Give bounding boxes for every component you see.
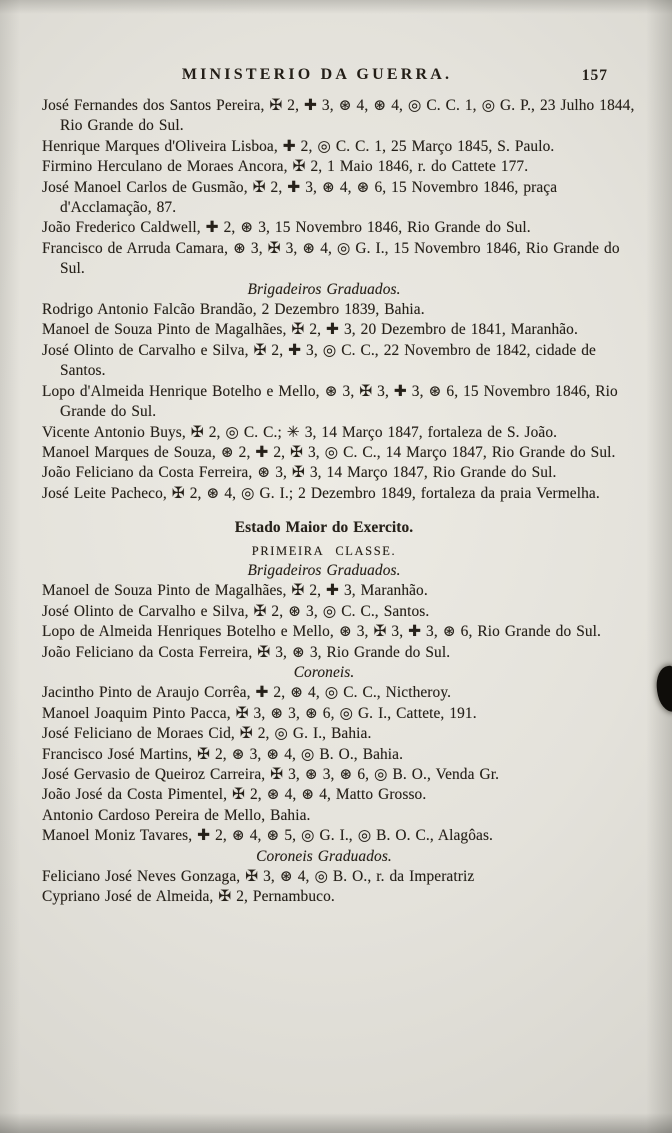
officer-entry: Rodrigo Antonio Falcão Brandão, 2 Dezembro 1839, Bahia. (42, 301, 425, 319)
officer-entry: Francisco de Arruda Camara, ⊛ 3, ✠ 3, ⊛ 4, ◎ G. I., 15 Novembro 1846, Rio Grande do Sul. (42, 239, 620, 278)
officer-entry: Antonio Cardoso Pereira de Mello, Bahia. (42, 806, 311, 824)
officer-entry: José Fernandes dos Santos Pereira, ✠ 2, ✚ 3, ⊛ 4, ⊛ 4, ◎ C. C. 1, ◎ G. P., 23 Julho 1844, Rio Grande do Sul. (42, 97, 635, 135)
section-heading: Brigadeiros Graduados. (247, 561, 401, 579)
officer-entry: João Feliciano da Costa Ferreira, ⊛ 3, ✠ 3, 14 Março 1847, Rio Grande do Sul. (42, 464, 557, 482)
officer-entry: Lopo d'Almeida Henrique Botelho e Mello, ⊛ 3, ✠ 3, ✚ 3, ⊛ 6, 15 Novembro 1846, Rio Grande do Sul. (42, 382, 618, 421)
officer-entry: João Frederico Caldwell, ✚ 2, ⊛ 3, 15 Novembro 1846, Rio Grande do Sul. (42, 219, 531, 237)
page-number: 157 (581, 67, 608, 84)
officer-entry: Manoel de Souza Pinto de Magalhães, ✠ 2, ✚ 3, Maranhão. (42, 582, 428, 600)
officer-entry: João Feliciano da Costa Ferreira, ✠ 3, ⊛ 3, Rio Grande do Sul. (42, 643, 451, 661)
section-heading: Brigadeiros Graduados. (247, 280, 401, 298)
officer-entry: Firmino Herculano de Moraes Ancora, ✠ 2, 1 Maio 1846, r. do Cattete 177. (42, 158, 529, 176)
officer-entry: Jacintho Pinto de Araujo Corrêa, ✚ 2, ⊛ 4, ◎ C. C., Nictheroy. (42, 684, 452, 702)
officer-entry: José Olinto de Carvalho e Silva, ✠ 2, ⊛ 3, ◎ C. C., Santos. (42, 602, 430, 620)
officer-entry: José Feliciano de Moraes Cid, ✠ 2, ◎ G. I., Bahia. (42, 725, 372, 743)
officer-entry: José Gervasio de Queiroz Carreira, ✠ 3, ⊛ 3, ⊛ 6, ◎ B. O., Venda Gr. (42, 766, 500, 783)
page-header (42, 66, 636, 90)
officer-entry: Lopo de Almeida Henriques Botelho e Mello, ⊛ 3, ✠ 3, ✚ 3, ⊛ 6, Rio Grande do Sul. (42, 623, 601, 641)
section-heading: PRIMEIRA CLASSE. (251, 543, 397, 558)
scan-artifact-smudge (654, 665, 672, 714)
section-heading: Coroneis. (293, 663, 355, 681)
officer-entry: José Manoel Carlos de Gusmão, ✠ 2, ✚ 3, ⊛ 4, ⊛ 6, 15 Novembro 1846, praça d'Acclamação, 87. (42, 178, 558, 217)
officer-entry: José Leite Pacheco, ✠ 2, ⊛ 4, ◎ G. I.; 2 Dezembro 1849, fortaleza da praia Vermelha. (42, 484, 600, 502)
officer-entry: João José da Costa Pimentel, ✠ 2, ⊛ 4, ⊛ 4, Matto Grosso. (42, 786, 427, 804)
section-heading: Coroneis Graduados. (256, 847, 392, 865)
officer-entry: Manoel Joaquim Pinto Pacca, ✠ 3, ⊛ 3, ⊛ 6, ◎ G. I., Cattete, 191. (42, 704, 477, 722)
officer-entry: Vicente Antonio Buys, ✠ 2, ◎ C. C.; ✳ 3, 14 Março 1847, fortaleza de S. João. (42, 423, 558, 441)
page-title: MINISTERIO DA GUERRA. (181, 66, 453, 83)
officer-entry: Manoel Moniz Tavares, ✚ 2, ⊛ 4, ⊛ 5, ◎ G. I., ◎ B. O. C., Alagôas. (42, 827, 493, 845)
officer-entry: Manoel de Souza Pinto de Magalhães, ✠ 2, ✚ 3, 20 Dezembro de 1841, Maranhão. (42, 321, 578, 339)
officer-entry: Cypriano José de Almeida, ✠ 2, Pernambuco. (42, 888, 335, 906)
officer-entry: José Olinto de Carvalho e Silva, ✠ 2, ✚ 3, ◎ C. C., 22 Novembro de 1842, cidade de Santos. (42, 341, 596, 380)
officer-entry: Francisco José Martins, ✠ 2, ⊛ 3, ⊛ 4, ◎ B. O., Bahia. (42, 745, 404, 763)
page-content (42, 66, 636, 908)
officer-entry: Feliciano José Neves Gonzaga, ✠ 3, ⊛ 4, ◎ B. O., r. da Imperatriz (42, 868, 475, 886)
officer-entry: Manoel Marques de Souza, ⊛ 2, ✚ 2, ✠ 3, ◎ C. C., 14 Março 1847, Rio Grande do Sul. (42, 443, 616, 461)
section-heading: Estado Maior do Exercito. (234, 519, 414, 537)
officer-entry: Henrique Marques d'Oliveira Lisboa, ✚ 2, ◎ C. C. 1, 25 Março 1845, S. Paulo. (42, 137, 555, 155)
document-body (42, 96, 636, 908)
